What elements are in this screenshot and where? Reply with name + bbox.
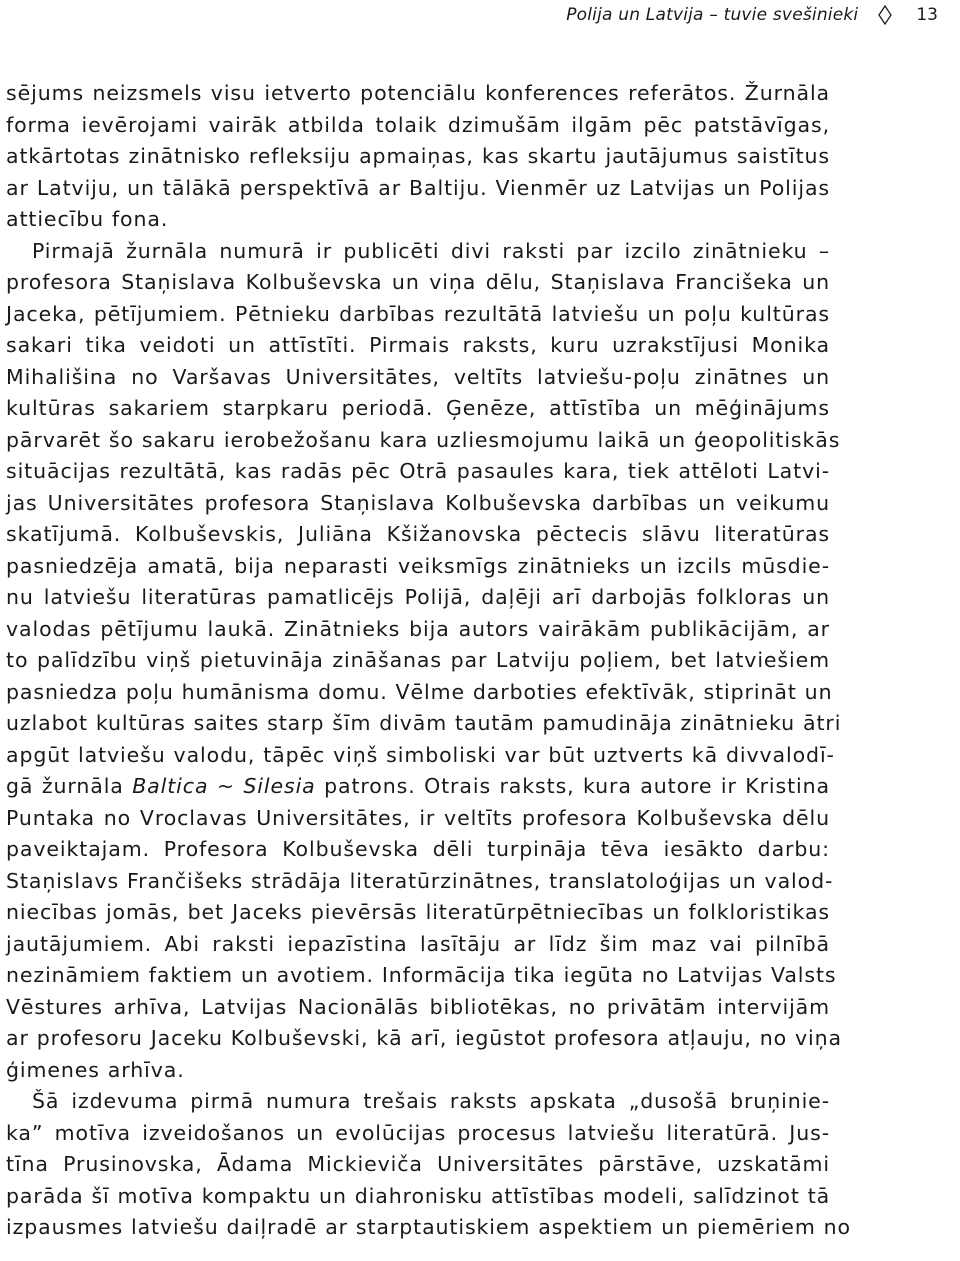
text-line: Puntaka no Vroclavas Universitātes, ir veltīts profesora Kolbuševska dēlu <box>6 805 830 830</box>
text-line: pārvarēt šo sakaru ierobežošanu kara uzliesmojumu laikā un ģeopolitiskās <box>6 427 841 452</box>
text-line: atkārtotas zinātnisko refleksiju apmaiņas, kas skartu jautājumus saistītus <box>6 144 830 168</box>
text-line: niecības jomās, bet Jaceks pievērsās literatūrpētniecības un folkloristikas <box>6 900 830 924</box>
text-line: skatījumā. Kolbuševskis, Juliāna Kšižanovska pēctecis slāvu literatūras <box>6 522 830 546</box>
text-line: apgūt latviešu valodu, tāpēc viņš simboliski var būt uztverts kā divvalodī- <box>6 742 835 767</box>
text-line: Pirmajā žurnāla numurā ir publicēti divi raksti par izcilo zinātnieku – <box>32 238 830 263</box>
journal-title: Baltica ~ Silesia <box>132 774 316 798</box>
running-header-title: Polija un Latvija – tuvie svešinieki <box>566 5 859 25</box>
text-line: kultūras sakariem starpkaru periodā. Ģenēze, attīstība un mēģinājums <box>6 396 830 420</box>
text-line: uzlabot kultūras saites starp šīm divām tautām pamudināja zinātnieku ātri <box>6 711 842 735</box>
text-line: Staņislavs Frančišeks strādāja literatūrzinātnes, translatoloģijas un valod- <box>6 868 834 893</box>
text-line: ar Latviju, un tālākā perspektīvā ar Baltiju. Vienmēr uz Latvijas un Polijas <box>6 175 830 200</box>
text-line: situācijas rezultātā, kas radās pēc Otrā pasaules kara, tiek attēloti Latvi- <box>6 459 830 483</box>
paragraph-1 <box>6 78 830 236</box>
paragraph-3 <box>6 1086 851 1244</box>
text-line: Vēstures arhīva, Latvijas Nacionālās bibliotēkas, no privātām intervijām <box>6 994 830 1019</box>
text-line: jautājumiem. Abi raksti iepazīstina lasītāju ar līdz šim maz vai pilnībā <box>6 931 830 956</box>
text-line: ar profesoru Jaceku Kolbuševski, kā arī, iegūstot profesora atļauju, no viņa <box>6 1026 842 1050</box>
text-line: forma ievērojami vairāk atbilda tolaik dzimušām ilgām pēc patstāvīgas, <box>6 112 830 137</box>
text-line: izpausmes latviešu daiļradē ar starptautiskiem aspektiem un piemēriem no <box>6 1215 851 1239</box>
text-line: nu latviešu literatūras pamatlicējs Polijā, daļēji arī darbojās folkloras un <box>6 585 830 609</box>
text-line: attiecību fona. <box>6 207 169 231</box>
running-header <box>566 3 938 27</box>
text-fragment: patrons. Otrais raksts, kura autore ir Kristina <box>315 774 830 798</box>
text-line: jas Universitātes profesora Staņislava Kolbuševska darbības un veikumu <box>6 490 830 515</box>
text-line: pasniedzēja amatā, bija neparasti veiksmīgs zinātnieks un izcils mūsdie- <box>6 553 830 578</box>
text-line: sējums neizsmels visu ietverto potenciālu konferences referātos. Žurnāla <box>6 81 830 105</box>
text-line: parāda šī motīva kompaktu un diahronisku attīstības modeli, salīdzinot tā <box>6 1183 831 1208</box>
text-line: valodas pētījumu laukā. Zinātnieks bija autors vairākām publikācijām, ar <box>6 616 830 641</box>
text-line: profesora Staņislava Kolbuševska un viņa dēlu, Staņislava Francišeka un <box>6 270 830 294</box>
page-number: 13 <box>916 5 938 25</box>
text-line: sakari tika veidoti un attīstīti. Pirmais raksts, kuru uzrakstījusi Monika <box>6 333 830 357</box>
text-line: Mihališina no Varšavas Universitātes, veltīts latviešu-poļu zinātnes un <box>6 364 830 389</box>
text-line: nezināmiem faktiem un avotiem. Informācija tika iegūta no Latvijas Valsts <box>6 963 837 987</box>
text-line <box>6 771 830 803</box>
body-text <box>6 78 851 1244</box>
text-line: ģimenes arhīva. <box>6 1057 185 1082</box>
diamond-outline-icon <box>878 5 892 25</box>
text-line: paveiktajam. Profesora Kolbuševska dēli turpināja tēva iesākto darbu: <box>6 837 830 861</box>
text-line: Šā izdevuma pirmā numura trešais raksts apskata „dusošā bruņinie- <box>32 1089 830 1113</box>
text-line: Jaceka, pētījumiem. Pētnieku darbības rezultātā latviešu un poļu kultūras <box>6 301 830 326</box>
text-line: to palīdzību viņš pietuvināja zināšanas par Latviju poļiem, bet latviešiem <box>6 648 830 672</box>
text-line: pasniedza poļu humānisma domu. Vēlme darboties efektīvāk, stiprināt un <box>6 679 833 704</box>
text-line: ka” motīva izveidošanos un evolūcijas procesus latviešu literatūrā. Jus- <box>6 1120 830 1145</box>
paragraph-2 <box>6 236 842 1087</box>
text-fragment: gā žurnāla <box>6 774 133 798</box>
text-line: tīna Prusinovska, Ādama Mickieviča Universitātes pārstāve, uzskatāmi <box>6 1152 830 1176</box>
